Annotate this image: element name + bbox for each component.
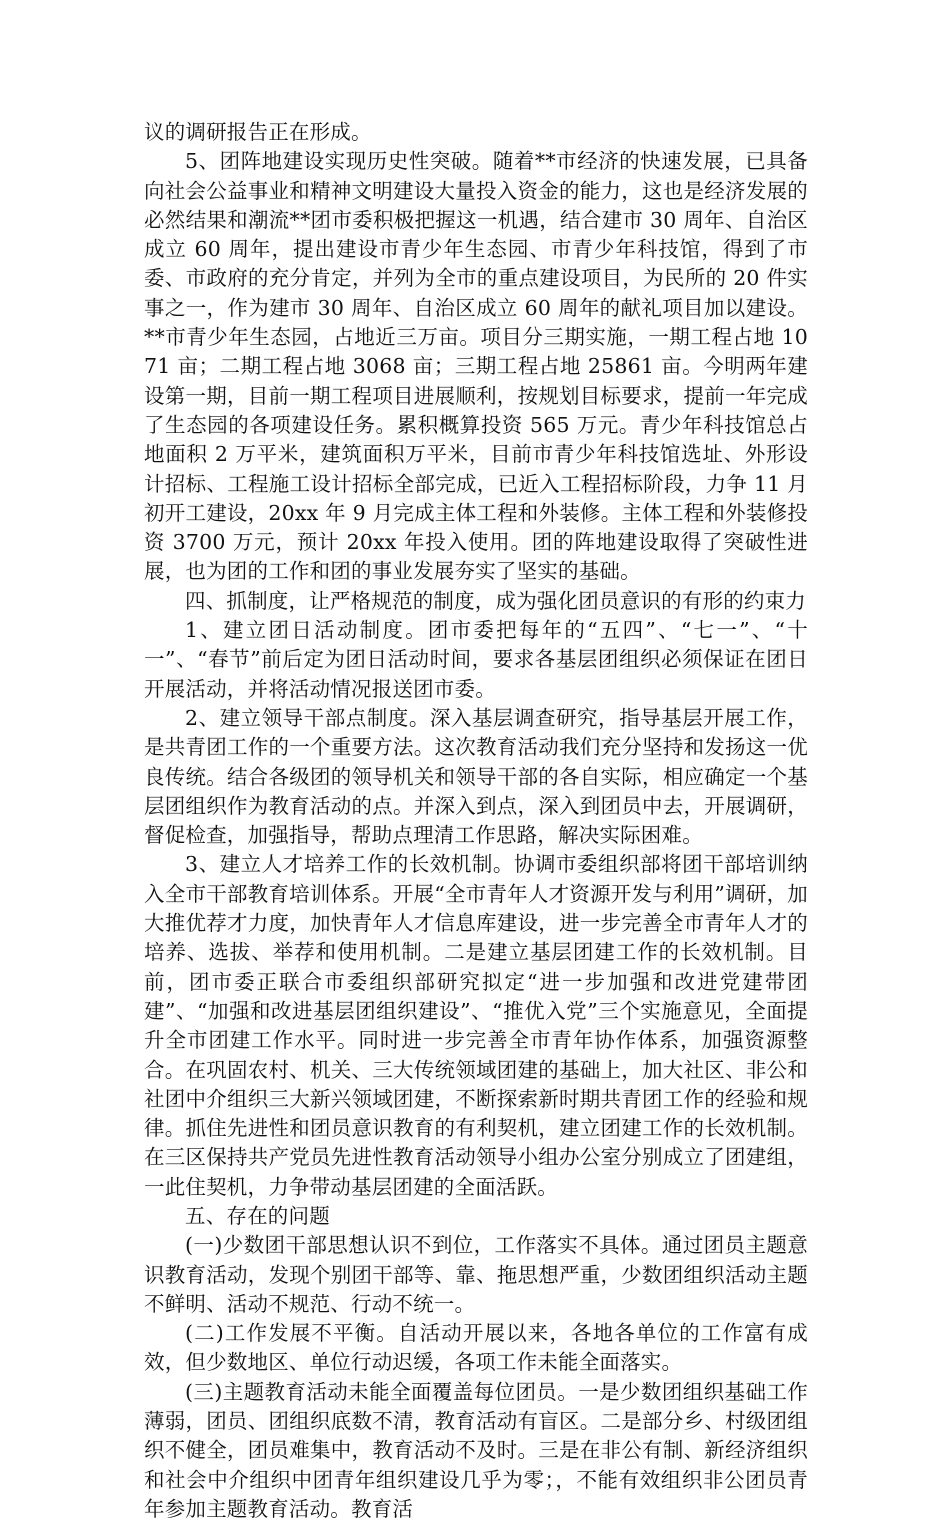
section-heading-five: 五、存在的问题 [185, 1203, 330, 1228]
paragraph-item-3-talent-mechanism: 3、建立人才培养工作的长效机制。协调市委组织部将团干部培训纳入全市干部教育培训体系。开展“全市青年人才资源开发与利用”调研，加大推优荐才力度，加快青年人才信息库建设，进一步完善全市青年人才的培养、选拔、举荐和使用机制。二是建立基层团建工作的长效机制。目前，团市委正联合市委组织部研究拟定“进一步加强和改进党建带团建”、“加强和改进基层团组织建设”、“推优入党”三个实施意见，全面提升全市团建工作水平。同时进一步完善全市青年协作体系，加强资源整合。在巩固农村、机关、三大传统领域团建的基础上，加大社区、非公和社团中介组织三大新兴领域团建，不断探索新时期共青团工作的经验和规律。抓住先进性和团员意识教育的有利契机，建立团建工作的长效机制。在三区保持共产党员先进性教育活动领导小组办公室分别成立了团建组，一此住契机，力争带动基层团建的全面活跃。 [144, 852, 808, 1199]
section-heading-four: 四、抓制度，让严格规范的制度，成为强化团员意识的有形的约束力 [185, 588, 806, 613]
paragraph-continuation: 议的调研报告正在形成。 [144, 120, 372, 144]
paragraph-item-2-leader-point: 2、建立领导干部点制度。深入基层调查研究，指导基层开展工作，是共青团工作的一个重要方法。这次教育活动我们充分坚持和发扬这一优良传统。结合各级团的领导机关和领导干部的各自实际，相应确定一个基层团组织作为教育活动的点。并深入到点，深入到团员中去，开展调研，督促检查，加强指导，帮助点理清工作思路，解决实际困难。 [144, 705, 808, 848]
paragraph-problem-2: (二)工作发展不平衡。自活动开展以来，各地各单位的工作富有成效，但少数地区、单位行动迟缓，各项工作未能全面落实。 [144, 1321, 808, 1375]
paragraph-item-5-position-building: 5、团阵地建设实现历史性突破。随着**市经济的快速发展，已具备向社会公益事业和精神文明建设大量投入资金的能力，这也是经济发展的必然结果和潮流**团市委积极把握这一机遇，结合建市 30 周年、自治区成立 60 周年，提出建设市青少年生态园、市青少年科技馆，得到了市委、市政府的充分肯定，并列为全市的重点建设项目，为民所的 20 件实事之一，作为建市 30 周年、自治区成立 60 周年的献礼项目加以建设。**市青少年生态园，占地近三万亩。项目分三期实施，一期工程占地 1071 亩；二期工程占地 3068 亩；三期工程占地 25861 亩。今明两年建设第一期，目前一期工程项目进展顺利，按规划目标要求，提前一年完成了生态园的各项建设任务。累积概算投资 565 万元。青少年科技馆总占地面积 2 万平米，建筑面积万平米，目前市青少年科技馆选址、外形设计招标、工程施工设计招标全部完成，已近入工程招标阶段，力争 11 月初开工建设，20xx 年 9 月完成主体工程和外装修。主体工程和外装修投资 3700 万元，预计 20xx 年投入使用。团的阵地建设取得了突破性进展，也为团的工作和团的事业发展夯实了坚实的基础。 [144, 149, 808, 584]
paragraph-problem-3: (三)主题教育活动未能全面覆盖每位团员。一是少数团组织基础工作薄弱，团员、团组织底数不清，教育活动有盲区。二是部分乡、村级团组织不健全，团员难集中，教育活动不及时。三是在非公有制、新经济组织和社会中介组织中团青年组织建设几乎为零；，不能有效组织非公团员青年参加主题教育活动。教育活 [144, 1379, 808, 1521]
paragraph-item-1-league-day: 1、建立团日活动制度。团市委把每年的“五四”、“七一”、“十一”、“春节”前后定为团日活动时间，要求各基层团组织必须保证在团日开展活动，并将活动情况报送团市委。 [144, 618, 808, 701]
document-page [144, 118, 808, 1524]
paragraph-problem-1: (一)少数团干部思想认识不到位，工作落实不具体。通过团员主题意识教育活动，发现个别团干部等、靠、拖思想严重，少数团组织活动主题不鲜明、活动不规范、行动不统一。 [144, 1233, 808, 1316]
